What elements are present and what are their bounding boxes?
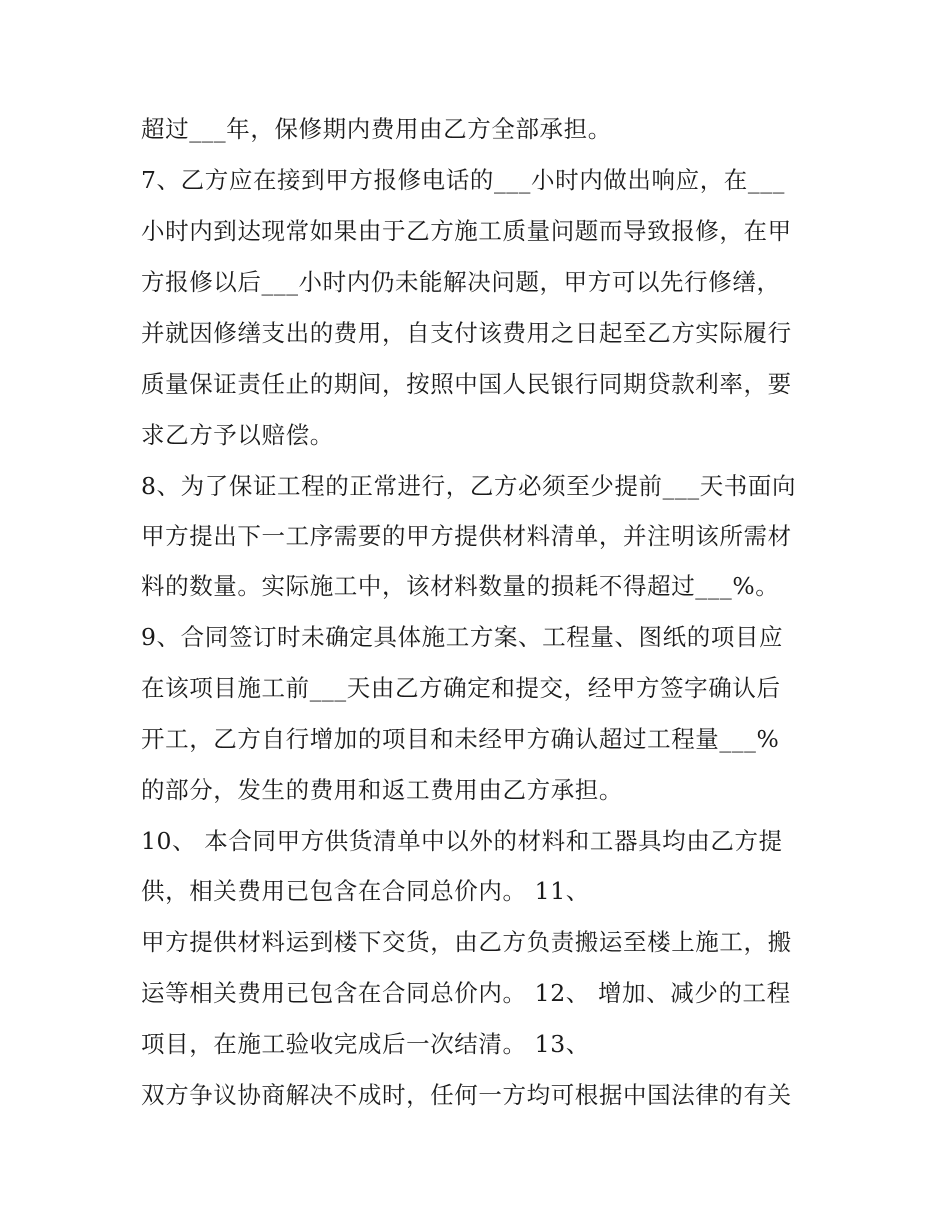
text-line: 甲方提供材料运到楼下交货，由乙方负责搬运至楼上施工，搬: [141, 928, 792, 956]
text-line: 10、 本合同甲方供货清单中以外的材料和工器具均由乙方提: [141, 827, 783, 855]
text-line: 求乙方予以赔偿。: [141, 421, 334, 449]
text-line: 料的数量。实际施工中，该材料数量的损耗不得超过___%。: [141, 572, 780, 600]
text-line: 项目，在施工验收完成后一次结清。 13、: [141, 1030, 590, 1058]
text-line: 甲方提出下一工序需要的甲方提供材料清单，并注明该所需材: [141, 522, 792, 550]
text-line: 8、为了保证工程的正常进行，乙方必须至少提前___天书面向: [141, 472, 797, 500]
text-line: 9、合同签订时未确定具体施工方案、工程量、图纸的项目应: [141, 623, 784, 651]
text-line: 质量保证责任止的期间，按照中国人民银行同期贷款利率，要: [141, 370, 792, 398]
text-line: 供，相关费用已包含在合同总价内。 11、: [141, 877, 590, 905]
text-line: 的部分，发生的费用和返工费用由乙方承担。: [141, 776, 623, 804]
text-line: 开工，乙方自行增加的项目和未经甲方确认超过工程量___%: [141, 725, 780, 753]
text-line: 并就因修缮支出的费用，自支付该费用之日起至乙方实际履行: [141, 319, 792, 347]
text-line: 小时内到达现常如果由于乙方施工质量问题而导致报修，在甲: [141, 217, 792, 245]
text-line: 在该项目施工前___天由乙方确定和提交，经甲方签字确认后: [141, 674, 781, 702]
text-line: 运等相关费用已包含在合同总价内。 12、 增加、减少的工程: [141, 979, 791, 1007]
text-line: 超过___年，保修期内费用由乙方全部承担。: [141, 115, 612, 143]
text-line: 7、乙方应在接到甲方报修电话的___小时内做出响应，在___: [141, 166, 785, 194]
text-line: 方报修以后___小时内仍未能解决问题，甲方可以先行修缮，: [141, 268, 781, 296]
text-line: 双方争议协商解决不成时，任何一方均可根据中国法律的有关: [141, 1081, 792, 1109]
